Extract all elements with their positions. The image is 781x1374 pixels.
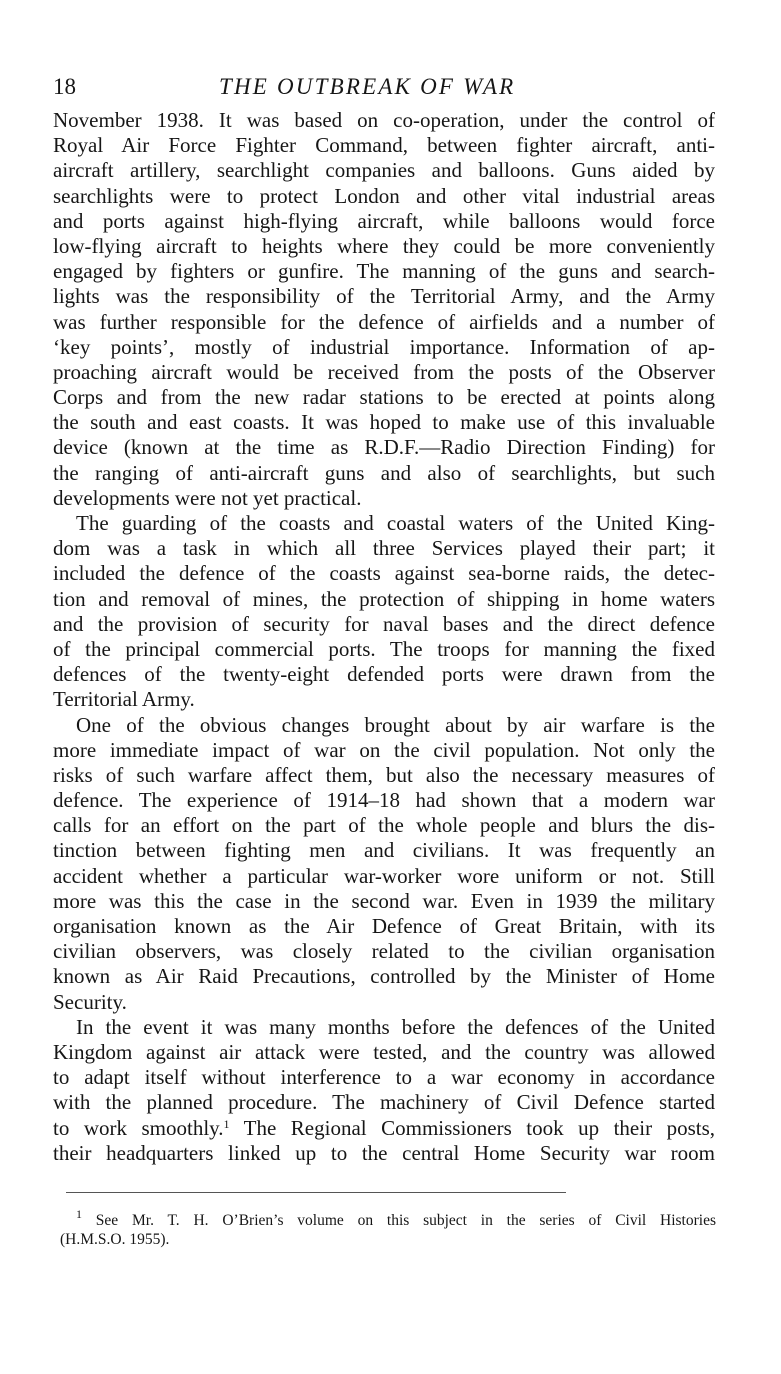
text-line: known as Air Raid Precautions, controlled by the Minister of Home bbox=[53, 964, 715, 989]
footnote-divider bbox=[66, 1192, 716, 1193]
text-line: included the defence of the coasts against sea-borne raids, the detec- bbox=[53, 561, 715, 586]
text-line: and ports against high-flying aircraft, while balloons would force bbox=[53, 208, 715, 233]
text-line: ‘key points’, mostly of industrial importance. Information of ap- bbox=[53, 334, 715, 359]
text-line: aircraft artillery, searchlight companies and balloons. Guns aided by bbox=[53, 158, 715, 183]
footnote bbox=[60, 1207, 716, 1249]
running-head bbox=[53, 74, 715, 104]
text-line: was further responsible for the defence of airfields and a number of bbox=[53, 309, 715, 334]
text-line: accident whether a particular war-worker wore uniform or not. Still bbox=[53, 863, 715, 888]
text-line: Security. bbox=[53, 989, 127, 1014]
text-line: defence. The experience of 1914–18 had shown that a modern war bbox=[53, 788, 715, 813]
text-segment: The Regional Commissioners took up their posts, bbox=[229, 1115, 715, 1140]
text-line: proaching aircraft would be received from the posts of the Observer bbox=[53, 359, 715, 384]
text-line: more immediate impact of war on the civil population. Not only the bbox=[53, 737, 715, 762]
text-segment: to work smoothly. bbox=[53, 1115, 224, 1140]
paragraph-start: The guarding of the coasts and coastal waters of the United King- bbox=[76, 511, 715, 535]
text-line: organisation known as the Air Defence of Great Britain, with its bbox=[53, 914, 715, 938]
paragraph-start: In the event it was many months before the defences of the United bbox=[76, 1014, 715, 1039]
text-line: civilian observers, was closely related to the civilian organisation bbox=[53, 939, 715, 964]
footnote-line: (H.M.S.O. 1955). bbox=[60, 1231, 170, 1248]
text-line: device (known at the time as R.D.F.—Radio Direction Finding) for bbox=[53, 435, 715, 460]
text-line: calls for an effort on the part of the whole people and blurs the dis- bbox=[53, 813, 715, 838]
text-line: developments were not yet practical. bbox=[53, 485, 362, 510]
text-line: engaged by fighters or gunfire. The manning of the guns and search- bbox=[53, 259, 715, 284]
footnote-line bbox=[60, 1207, 716, 1230]
text-line: tion and removal of mines, the protection of shipping in home waters bbox=[53, 586, 715, 611]
text-line: Corps and from the new radar stations to be erected at points along bbox=[53, 385, 715, 410]
text-line: risks of such warfare affect them, but also the necessary measures of bbox=[53, 762, 715, 787]
footnote-reference[interactable]: 1 bbox=[223, 1116, 230, 1131]
text-line: the south and east coasts. It was hoped to make use of this invaluable bbox=[53, 410, 715, 435]
chapter-title: THE OUTBREAK OF WAR bbox=[219, 74, 516, 99]
text-line: their headquarters linked up to the central Home Security war room bbox=[53, 1140, 715, 1165]
text-line: defences of the twenty-eight defended ports were drawn from the bbox=[53, 662, 715, 687]
text-line: and the provision of security for naval bases and the direct defence bbox=[53, 611, 715, 636]
text-line: Royal Air Force Fighter Command, between fighter aircraft, anti- bbox=[53, 133, 715, 158]
text-line: of the principal commercial ports. The troops for manning the fixed bbox=[53, 636, 715, 661]
text-line: to adapt itself without interference to a war economy in accordance bbox=[53, 1065, 715, 1090]
text-line: the ranging of anti-aircraft guns and also of searchlights, but such bbox=[53, 460, 715, 485]
footnote-divider-dashes bbox=[566, 1191, 716, 1192]
footnote-marker: 1 bbox=[76, 1207, 82, 1221]
text-line-with-footnote-ref bbox=[53, 1116, 715, 1141]
text-line: Territorial Army. bbox=[53, 687, 195, 712]
text-line: tinction between fighting men and civilians. It was frequently an bbox=[53, 838, 715, 863]
footnote-text: See Mr. T. H. O’Brien’s volume on this subject in the series of Civil Histories bbox=[82, 1212, 716, 1229]
text-line: lights was the responsibility of the Territorial Army, and the Army bbox=[53, 284, 715, 309]
body-text bbox=[53, 108, 715, 1166]
paragraph-start: One of the obvious changes brought about by air warfare is the bbox=[76, 712, 715, 737]
text-line: with the planned procedure. The machinery of Civil Defence started bbox=[53, 1090, 715, 1115]
text-line: low-flying aircraft to heights where they could be more conveniently bbox=[53, 233, 715, 258]
text-line: Kingdom against air attack were tested, and the country was allowed bbox=[53, 1039, 715, 1064]
text-line: more was this the case in the second war. Even in 1939 the military bbox=[53, 888, 715, 913]
text-line: dom was a task in which all three Services played their part; it bbox=[53, 536, 715, 561]
text-line: November 1938. It was based on co-operation, under the control of bbox=[53, 108, 715, 132]
page-number: 18 bbox=[53, 74, 76, 99]
text-line: searchlights were to protect London and other vital industrial areas bbox=[53, 183, 715, 208]
